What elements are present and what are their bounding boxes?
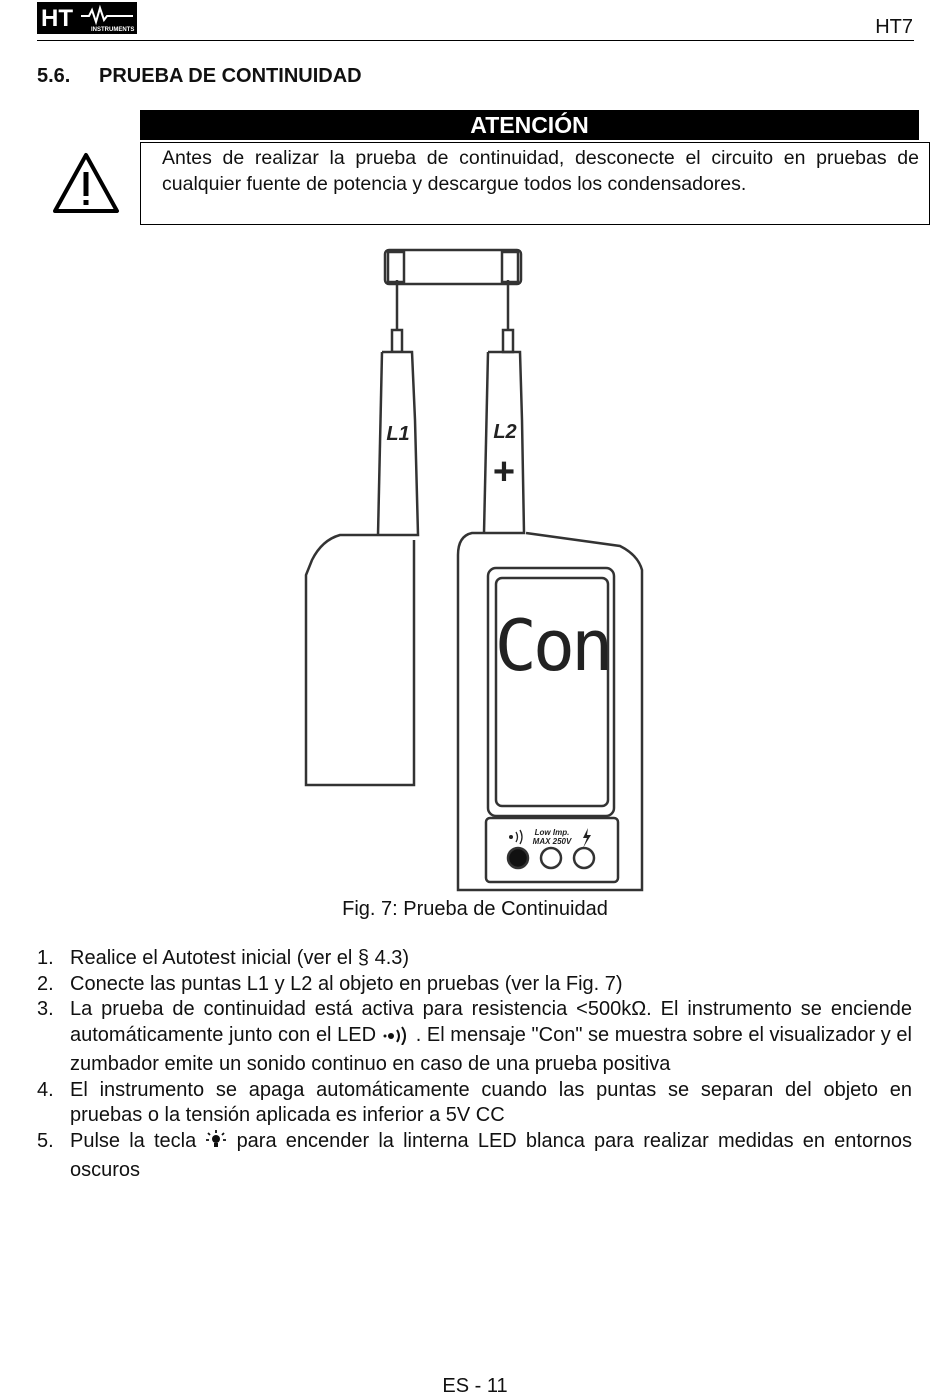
probe-label-l2: L2 bbox=[493, 421, 517, 443]
figure-caption: Fig. 7: Prueba de Continuidad bbox=[342, 898, 608, 920]
header-divider bbox=[37, 40, 914, 41]
light-bulb-icon bbox=[205, 1129, 227, 1159]
probe-plus-symbol: + bbox=[492, 451, 516, 493]
model-name: HT7 bbox=[875, 16, 913, 38]
panel-label-low-imp: Low Imp. bbox=[534, 828, 570, 837]
warning-triangle-icon bbox=[52, 152, 120, 214]
warning-title: ATENCIÓN bbox=[140, 110, 919, 140]
ht-logo bbox=[37, 2, 137, 34]
probe-label-l1: L1 bbox=[386, 423, 410, 445]
procedure-steps bbox=[37, 946, 912, 1184]
section-number: 5.6. bbox=[37, 65, 71, 87]
list-item: 2. Conecte las puntas L1 y L2 al objeto en pruebas (ver la Fig. 7) bbox=[37, 972, 623, 995]
tester-illustration bbox=[290, 240, 660, 905]
page-number: ES - 11 bbox=[442, 1375, 508, 1397]
lcd-display-text: Con bbox=[494, 605, 610, 687]
panel-label-max: MAX 250V bbox=[532, 837, 572, 846]
list-item: 4. El instrumento se apaga automáticamente cuando las puntas se separan del objeto en pruebas o la tensión aplicada es inferior a 5V CC bbox=[37, 1078, 912, 1126]
svg-text:HT: HT bbox=[41, 5, 73, 32]
svg-text:INSTRUMENTS: INSTRUMENTS bbox=[91, 27, 135, 33]
section-title bbox=[37, 65, 362, 88]
list-item: 3. La prueba de continuidad está activa para resistencia <500kΩ. El instrumento se enciende automáticamente junto con el LED . El mensaje "Con" se muestra sobre el visualizador y el zumbador emite un sonido continuo en caso de una prueba positiva bbox=[37, 998, 912, 1075]
buzzer-icon bbox=[382, 1025, 416, 1053]
list-item: 5. Pulse la tecla para encender la linterna LED blanca para realizar medidas en entornos oscuros bbox=[37, 1129, 913, 1181]
list-item: 1. Realice el Autotest inicial (ver el § 4.3) bbox=[37, 947, 410, 969]
section-heading: PRUEBA DE CONTINUIDAD bbox=[99, 65, 362, 87]
warning-text: Antes de realizar la prueba de continuidad, desconecte el circuito en pruebas de cualquier fuente de potencia y descargue todos los condensadores. bbox=[140, 142, 930, 225]
